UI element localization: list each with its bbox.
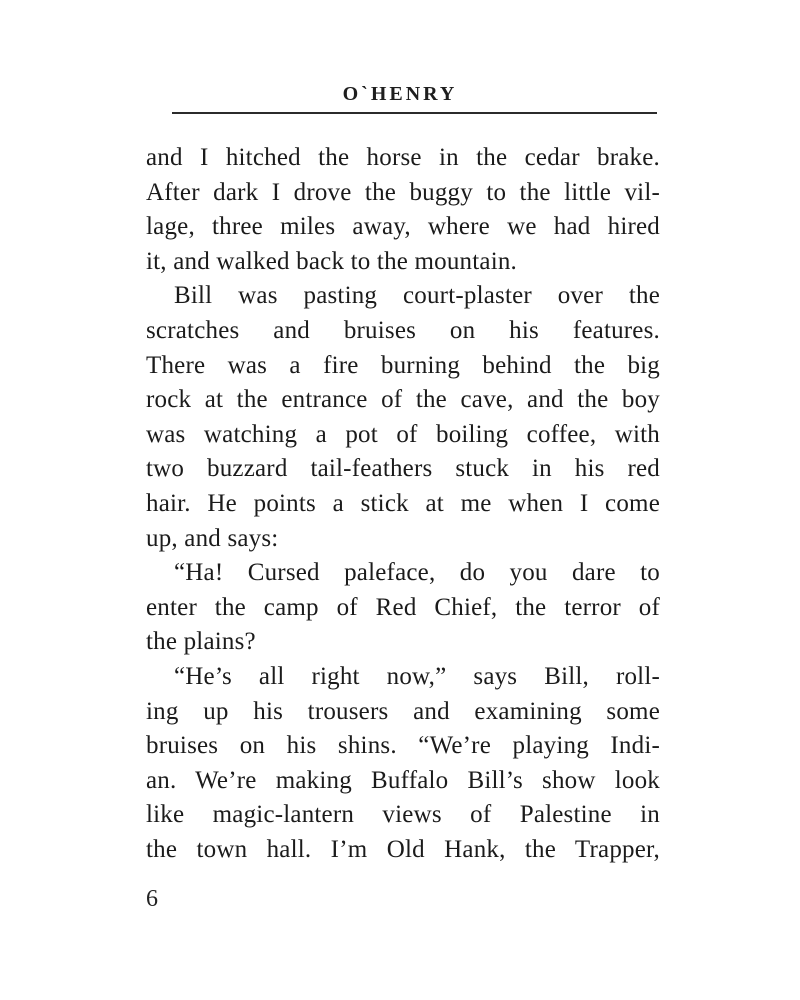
text-line: rock at the entrance of the cave, and the boy xyxy=(146,386,660,414)
text-line: bruises on his shins. “We’re playing Indi- xyxy=(146,732,660,760)
text-line: enter the camp of Red Chief, the terror of xyxy=(146,593,660,621)
text-line: like magic-lantern views of Palestine in xyxy=(146,801,660,829)
page-number: 6 xyxy=(146,886,158,912)
text-line: There was a fire burning behind the big xyxy=(146,351,660,379)
running-head-title: O`HENRY xyxy=(342,83,458,105)
text-line: and I hitched the horse in the cedar brake. xyxy=(146,144,660,171)
text-line: hair. He points a stick at me when I come xyxy=(146,489,660,517)
paragraph xyxy=(146,141,660,279)
text-line: up, and says: xyxy=(146,524,279,552)
paragraph xyxy=(146,556,660,660)
text-block xyxy=(146,141,660,867)
paragraph xyxy=(146,660,660,868)
text-line: was watching a pot of boiling coffee, with xyxy=(146,420,660,448)
text-line: two buzzard tail-feathers stuck in his red xyxy=(146,455,660,483)
paragraph xyxy=(146,279,660,556)
text-line: “He’s all right now,” says Bill, roll- xyxy=(174,662,660,690)
text-line: the town hall. I’m Old Hank, the Trapper, xyxy=(146,835,660,863)
text-line: Bill was pasting court-plaster over the xyxy=(174,282,660,310)
text-line: an. We’re making Buffalo Bill’s show look xyxy=(146,766,660,794)
text-line: “Ha! Cursed paleface, do you dare to xyxy=(174,559,660,587)
text-line: scratches and bruises on his features. xyxy=(146,316,660,344)
text-line: it, and walked back to the mountain. xyxy=(146,247,517,275)
text-line: lage, three miles away, where we had hired xyxy=(146,213,660,241)
text-line: After dark I drove the buggy to the little vil- xyxy=(146,178,660,206)
header-rule xyxy=(172,112,657,114)
text-line: the plains? xyxy=(146,628,256,656)
text-line: ing up his trousers and examining some xyxy=(146,697,660,725)
